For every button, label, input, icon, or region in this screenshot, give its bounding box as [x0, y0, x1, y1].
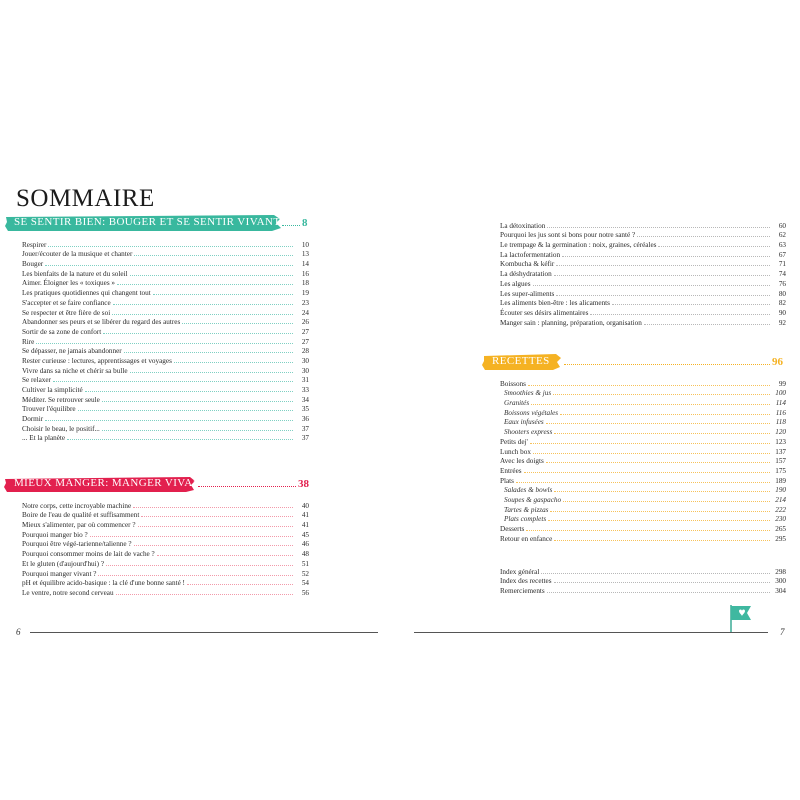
entry-title: Salades & bowls [504, 486, 553, 495]
entry-page: 222 [775, 505, 786, 514]
entry-title: Retour en enfance [500, 534, 553, 543]
entry-page: 28 [301, 347, 309, 356]
dot-leader [547, 592, 770, 593]
page-number: 6 [16, 627, 21, 637]
toc-entry [22, 307, 309, 317]
toc-entry [22, 558, 309, 568]
entry-page: 230 [775, 515, 786, 524]
entry-title: Index des recettes [500, 577, 552, 586]
entry-page: 189 [775, 476, 786, 485]
entry-page: 118 [775, 418, 786, 427]
toc-entry [22, 287, 309, 297]
entry-page: 295 [775, 534, 786, 543]
toc-entry [500, 533, 786, 543]
dot-leader [526, 530, 770, 531]
toc-subentry [500, 426, 786, 436]
entry-page: 56 [301, 588, 309, 597]
entry-title: Avec les doigts [500, 457, 544, 466]
entry-page: 27 [301, 327, 309, 336]
entry-page: 304 [775, 587, 786, 596]
entry-page: 48 [301, 550, 309, 559]
entry-page: 46 [301, 540, 309, 549]
toc-list [4, 239, 309, 442]
entry-page: 24 [301, 308, 309, 317]
toc-list [4, 500, 309, 597]
entry-title: Index général [500, 567, 540, 576]
dot-leader [556, 265, 770, 266]
toc-entry [500, 576, 786, 586]
dot-leader [644, 324, 770, 325]
page-number: 7 [780, 627, 785, 637]
toc-entry [500, 585, 786, 595]
entry-title: Vivre dans sa niche et chérir sa bulle [22, 366, 128, 375]
section-title: MIEUX MANGER: MANGER VIVANT [14, 477, 209, 489]
dot-leader [562, 256, 770, 257]
entry-title: Tartes & pizzas [504, 505, 549, 514]
toc-entry [22, 433, 309, 443]
entry-title: Eaux infusées [504, 418, 544, 427]
entry-title: Les pratiques quotidiennes qui changent tout [22, 289, 151, 298]
dot-leader [116, 594, 293, 595]
dot-leader [141, 516, 293, 517]
entry-title: Soupes & gaspacho [504, 495, 562, 504]
dot-leader [48, 246, 293, 247]
dot-leader [554, 582, 771, 583]
toc-subentry [500, 485, 786, 495]
dot-leader [563, 501, 770, 502]
entry-page: 214 [775, 495, 786, 504]
dot-leader [524, 472, 770, 473]
entry-title: Boissons [500, 379, 526, 388]
entry-title: Les bienfaits de la nature et du soleil [22, 269, 128, 278]
dot-leader [134, 545, 293, 546]
dot-leader [612, 304, 770, 305]
dot-leader [85, 391, 293, 392]
toc-entry [500, 475, 786, 485]
entry-title: Le ventre, notre second cerveau [22, 588, 114, 597]
dot-leader [554, 540, 770, 541]
entry-page: 99 [778, 379, 786, 388]
dot-leader [556, 295, 770, 296]
entry-page: 30 [301, 356, 309, 365]
toc-entry [500, 378, 786, 388]
dot-leader [547, 227, 770, 228]
dot-leader [187, 584, 293, 585]
entry-title: Entrées [500, 466, 522, 475]
entry-page: 35 [301, 405, 309, 414]
entry-title: Boissons végétales [504, 408, 559, 417]
entry-title: Respirer [22, 240, 47, 249]
toc-subentry [500, 388, 786, 398]
dot-leader [102, 430, 293, 431]
entry-page: 60 [778, 221, 786, 230]
dot-leader [554, 433, 770, 434]
toc-entry [500, 436, 786, 446]
toc-entry [500, 566, 786, 576]
entry-page: 37 [301, 424, 309, 433]
toc-entry [22, 500, 309, 510]
toc-list [500, 566, 786, 595]
section-title: SE SENTIR BIEN: BOUGER ET SE SENTIR VIVANTE [14, 216, 288, 228]
entry-page: 62 [778, 231, 786, 240]
dot-leader [112, 314, 293, 315]
dot-leader [103, 333, 293, 334]
entry-page: 100 [775, 389, 786, 398]
entry-page: 63 [778, 241, 786, 250]
toc-entry [22, 568, 309, 578]
toc-entry [22, 548, 309, 558]
dot-leader [106, 565, 293, 566]
entry-page: 116 [775, 408, 786, 417]
entry-title: Les aliments bien-être : les alicaments [500, 299, 610, 308]
dot-leader [516, 482, 770, 483]
entry-title: Remerciements [500, 587, 545, 596]
dot-leader [637, 236, 770, 237]
entry-title: La détoxination [500, 221, 546, 230]
section-page: 8 [302, 217, 308, 229]
dot-leader [45, 265, 293, 266]
dot-leader [548, 520, 770, 521]
entry-title: Écouter ses désirs alimentaires [500, 308, 589, 317]
entry-page: 13 [301, 250, 309, 259]
entry-page: 90 [778, 308, 786, 317]
toc-entry [500, 278, 786, 288]
toc-subentry [500, 417, 786, 427]
heart-flag-icon [729, 603, 753, 633]
dot-leader [554, 491, 770, 492]
entry-title: Dormir [22, 415, 44, 424]
toc-entry [500, 465, 786, 475]
toc-entry [22, 365, 309, 375]
dot-leader [554, 275, 770, 276]
entry-title: S'accepter et se faire confiance [22, 298, 111, 307]
toc-subentry [500, 514, 786, 524]
entry-title: Méditer. Se retrouver seule [22, 395, 100, 404]
entry-page: 30 [301, 366, 309, 375]
dot-leader [130, 275, 293, 276]
dot-leader [533, 453, 770, 454]
toc-entry [22, 239, 309, 249]
entry-title: Les algues [500, 279, 531, 288]
entry-title: Le trempage & la germination : noix, graines, céréales [500, 241, 657, 250]
toc-list [482, 378, 786, 543]
entry-title: Sortir de sa zone de confort [22, 327, 102, 336]
entry-title: Se dépasser, ne jamais abandonner [22, 347, 122, 356]
dot-leader [174, 362, 293, 363]
toc-entry [22, 258, 309, 268]
toc-entry [22, 346, 309, 356]
dot-leader [153, 294, 293, 295]
entry-page: 120 [775, 428, 786, 437]
toc-subentry [500, 397, 786, 407]
toc-entry [500, 268, 786, 278]
section-recettes [482, 353, 786, 543]
entry-page: 123 [775, 437, 786, 446]
toc-entry [500, 259, 786, 269]
dot-leader [528, 385, 770, 386]
toc-subentry [500, 407, 786, 417]
toc-entry [500, 298, 786, 308]
toc-entry [22, 519, 309, 529]
entry-title: Pourquoi manger bio ? [22, 530, 88, 539]
entry-page: 175 [775, 466, 786, 475]
toc-entry [22, 326, 309, 336]
dot-leader [546, 423, 770, 424]
entry-title: Cultiver la simplicité [22, 386, 83, 394]
entry-page: 71 [778, 260, 786, 269]
dot-leader [36, 343, 293, 344]
section-se-sentir-bien [4, 214, 309, 442]
toc-entry [22, 355, 309, 365]
entry-title: La lactofermentation [500, 250, 561, 259]
entry-title: ... Et la planète [22, 434, 66, 443]
toc-entry [22, 404, 309, 414]
footer-rule [30, 632, 378, 633]
entry-title: Et le gluten (d'aujourd'hui) ? [22, 559, 105, 568]
dot-leader [45, 420, 293, 421]
entry-page: 157 [775, 457, 786, 466]
entry-page: 45 [301, 530, 309, 539]
entry-page: 26 [301, 318, 309, 327]
section-title: RECETTES [492, 355, 550, 367]
entry-title: La déshydratation [500, 270, 552, 279]
entry-title: Pourquoi être végé-tarienne/talienne ? [22, 540, 132, 549]
entry-page: 16 [301, 269, 309, 278]
section-page: 38 [298, 478, 309, 490]
entry-title: Pourquoi les jus sont si bons pour notre santé ? [500, 231, 636, 240]
entry-title: Se respecter et être fière de soi [22, 308, 111, 317]
toc-entry [22, 297, 309, 307]
section-header [4, 214, 309, 232]
page-title: SOMMAIRE [16, 184, 155, 212]
dot-leader [182, 323, 293, 324]
entry-page: 82 [778, 299, 786, 308]
entry-title: Se relaxer [22, 376, 51, 385]
entry-page: 52 [301, 569, 309, 578]
entry-page: 76 [778, 279, 786, 288]
dot-leader [546, 462, 770, 463]
entry-title: Lunch box [500, 447, 531, 456]
toc-entry [500, 239, 786, 249]
dot-leader [67, 439, 293, 440]
entry-page: 36 [301, 415, 309, 424]
entry-title: Notre corps, cette incroyable machine [22, 501, 132, 510]
dot-leader [53, 381, 293, 382]
toc-entry [500, 249, 786, 259]
section-mieux-manger [4, 475, 309, 597]
entry-title: Boire de l'eau de qualité et suffisamment [22, 511, 140, 520]
entry-page: 80 [778, 289, 786, 298]
entry-page: 74 [778, 270, 786, 279]
entry-title: pH et équilibre acido-basique : la clé d'une bonne santé ! [22, 579, 185, 588]
toc-entry [500, 288, 786, 298]
dot-leader [102, 401, 293, 402]
toc-entry [22, 278, 309, 288]
entry-title: Smoothies & jus [504, 389, 552, 398]
entry-title: Pourquoi consommer moins de lait de vache ? [22, 550, 155, 559]
entry-title: Bouger [22, 260, 44, 269]
entry-title: Jouer/écouter de la musique et chanter [22, 250, 133, 259]
dot-leader [78, 410, 293, 411]
dot-leader [157, 555, 293, 556]
toc-entry [500, 523, 786, 533]
dot-leader [533, 285, 770, 286]
entry-page: 34 [301, 395, 309, 404]
right-page [400, 0, 800, 800]
toc-entry [22, 587, 309, 597]
entry-title: Granités [504, 399, 530, 408]
toc-entry [500, 307, 786, 317]
entry-title: Pourquoi manger vivant ? [22, 569, 97, 578]
toc-entry [22, 578, 309, 588]
entry-page: 31 [301, 376, 309, 385]
dot-leader [530, 443, 770, 444]
dot-leader [113, 304, 293, 305]
entry-page: 40 [301, 501, 309, 510]
entry-page: 27 [301, 337, 309, 346]
footer-rule [414, 632, 768, 633]
toc-entry [22, 336, 309, 346]
section-header [482, 353, 786, 371]
entry-title: Les super-aliments [500, 289, 555, 298]
toc-entry [500, 446, 786, 456]
entry-title: Plats [500, 476, 514, 485]
toc-entry [22, 510, 309, 520]
entry-title: Plats complets [504, 515, 547, 524]
entry-page: 51 [301, 559, 309, 568]
entry-title: Desserts [500, 525, 525, 533]
dot-leader [138, 526, 293, 527]
toc-entry [22, 268, 309, 278]
entry-title: Trouver l'équilibre [22, 405, 76, 414]
entry-title: Mieux s'alimenter, par où commencer ? [22, 521, 136, 530]
dot-leader [124, 352, 293, 353]
dot-leader [550, 511, 770, 512]
entry-title: Rester curieuse : lectures, apprentissages et voyages [22, 356, 172, 365]
entry-title: Rire [22, 337, 35, 346]
entry-title: Manger sain : planning, préparation, organisation [500, 318, 642, 327]
toc-entry [22, 413, 309, 423]
section-continued [500, 220, 786, 327]
entry-page: 23 [301, 298, 309, 307]
entry-page: 14 [301, 260, 309, 269]
toc-list [500, 220, 786, 327]
header-dotted-line [198, 486, 296, 487]
entry-page: 265 [775, 525, 786, 533]
toc-entry [22, 375, 309, 385]
section-indexes [500, 566, 786, 595]
toc-entry [22, 384, 309, 394]
toc-entry [22, 317, 309, 327]
dot-leader [133, 507, 293, 508]
entry-page: 41 [301, 521, 309, 530]
toc-entry [500, 230, 786, 240]
toc-entry [22, 394, 309, 404]
dot-leader [531, 404, 770, 405]
entry-page: 54 [301, 579, 309, 588]
dot-leader [658, 246, 770, 247]
dot-leader [541, 573, 770, 574]
header-dotted-line [564, 364, 770, 365]
dot-leader [117, 284, 293, 285]
entry-page: 137 [775, 447, 786, 456]
entry-page: 300 [775, 577, 786, 586]
entry-title: Petits dej' [500, 437, 528, 446]
section-page: 96 [772, 356, 783, 368]
toc-entry [22, 539, 309, 549]
entry-page: 18 [301, 279, 309, 288]
entry-page: 67 [778, 250, 786, 259]
header-dotted-line [282, 225, 300, 226]
toc-entry [22, 423, 309, 433]
dot-leader [134, 255, 293, 256]
dot-leader [560, 414, 770, 415]
toc-entry [22, 249, 309, 259]
entry-page: 298 [775, 567, 786, 576]
entry-title: Shooters express [504, 428, 553, 437]
toc-subentry [500, 494, 786, 504]
toc-entry [500, 220, 786, 230]
entry-page: 190 [775, 486, 786, 495]
dot-leader [590, 314, 770, 315]
dot-leader [90, 536, 293, 537]
dot-leader [130, 372, 293, 373]
entry-page: 37 [301, 434, 309, 443]
entry-title: Kombucha & kéfir [500, 260, 555, 269]
entry-page: 92 [778, 318, 786, 327]
dot-leader [553, 394, 770, 395]
entry-page: 10 [301, 240, 309, 249]
section-header [4, 475, 309, 493]
dot-leader [98, 575, 293, 576]
entry-title: Abandonner ses peurs et se libérer du regard des autres [22, 318, 181, 327]
entry-page: 114 [775, 399, 786, 408]
entry-page: 41 [301, 511, 309, 520]
toc-entry [500, 317, 786, 327]
entry-title: Aimer. Éloigner les « toxiques » [22, 279, 116, 288]
entry-page: 33 [301, 386, 309, 394]
toc-entry [500, 456, 786, 466]
entry-page: 19 [301, 289, 309, 298]
entry-title: Choisir le beau, le positif... [22, 424, 100, 433]
toc-entry [22, 529, 309, 539]
toc-subentry [500, 504, 786, 514]
